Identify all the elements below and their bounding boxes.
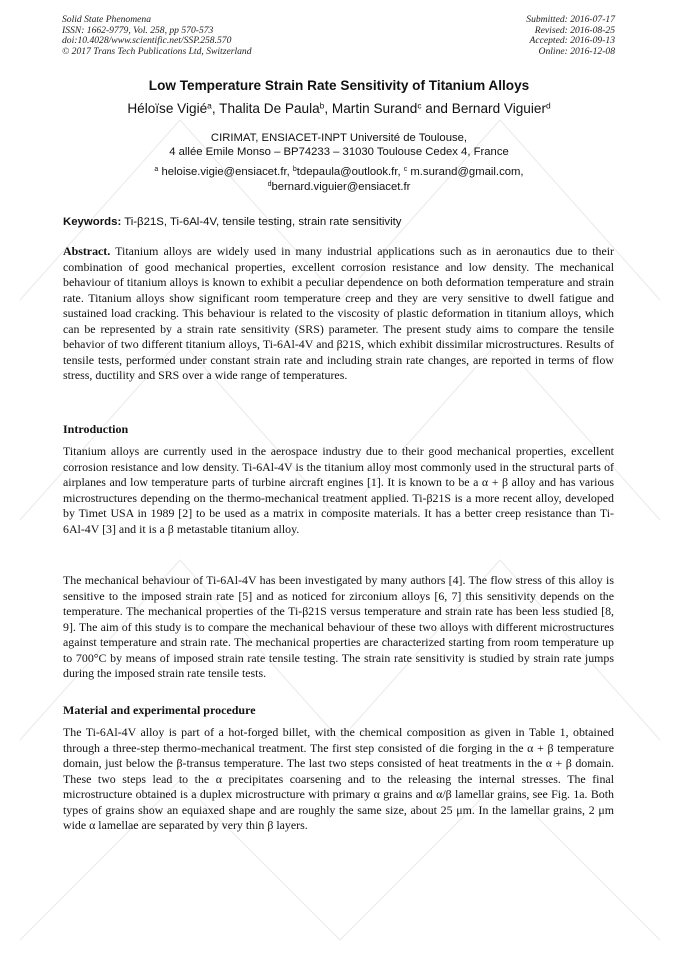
journal-info bbox=[62, 15, 252, 57]
author-name: Thalita De Paula bbox=[219, 101, 320, 116]
keywords bbox=[63, 216, 623, 228]
email-link[interactable]: heloise.vigie@ensiacet.fr, bbox=[161, 166, 290, 178]
journal-doi: doi:10.4028/www.scientific.net/SSP.258.570 bbox=[62, 35, 232, 47]
author-name: Bernard Viguier bbox=[451, 101, 546, 116]
intro-paragraph-1: Titanium alloys are currently used in the aerospace industry due to their good mechanical properties, excellent corrosion resistance and low density. Ti-6Al-4V is the titanium alloy most commonly used in the structural parts of airplanes and low temperature parts of turbine aircraft engines [1]. It is known to be a α + β alloy and has various microstructures depending on the thermo-mechanical treatment applied. Ti-β21S is a more recent alloy, developed by Timet USA in 1989 [2] to be used as a matrix in composite materials. It has a better creep resistance than Ti-6Al-4V [3] and it is a β metastable titanium alloy. bbox=[63, 444, 614, 536]
email-line bbox=[0, 165, 678, 180]
publication-dates bbox=[526, 15, 615, 57]
author-affil-mark: c bbox=[417, 100, 422, 111]
date-submitted: Submitted: 2016-07-17 bbox=[526, 14, 615, 25]
author-name: Martin Surand bbox=[331, 101, 418, 116]
email-link[interactable]: m.surand@gmail.com, bbox=[410, 166, 524, 178]
abstract-text: Titanium alloys are widely used in many industrial applications such as in aeronautics due to their combination of good mechanical properties, excellent corrosion resistance and low density. The mechanical behaviour of titanium alloys is known to exhibit a peculiar dependence on both deformation temperature and strain rate. Titanium alloys show significant room temperature creep and they are very sensitive to dwell fatigue and sustained load cracking. This behaviour is related to the viscosity of plastic deformation in titanium alloys, which can be represented by a strain rate sensitivity (SRS) parameter. The present study aims to compare the tensile behavior of two different titanium alloys, Ti-6Al-4V and β21S, which exhibit dissimilar microstructures. Results of tensile tests, performed under constant strain rate and including strain rate changes, are reported in terms of flow stress, ductility and SRS over a wide range of temperatures. bbox=[63, 244, 614, 382]
affiliation bbox=[0, 131, 678, 159]
email-mark: a bbox=[154, 166, 159, 174]
author-affil-mark: a bbox=[207, 100, 212, 111]
email-link[interactable]: tdepaula@outlook.fr, bbox=[296, 166, 401, 178]
intro-paragraph-2: The mechanical behaviour of Ti-6Al-4V has been investigated by many authors [4]. The flow stress of this alloy is sensitive to the imposed strain rate [5] and as noticed for zirconium alloys [6, 7] this sensitivity depends on the temperature. The mechanical properties of the Ti-β21S versus temperature and strain rate has been less studied [8, 9]. The aim of this study is to compare the mechanical behaviour of these two alloys with different microstructures against temperature and strain rate. The mechanical properties are characterized starting from room temperature up to 700°C by means of imposed strain rate tensile testing. The strain rate sensitivity is studied by strain rate jumps during the imposed strain rate tensile tests. bbox=[63, 573, 614, 680]
abstract bbox=[63, 244, 614, 384]
paper-title: Low Temperature Strain Rate Sensitivity of Titanium Alloys bbox=[148, 78, 530, 93]
journal-name: Solid State Phenomena bbox=[62, 14, 151, 25]
author-separator: , bbox=[211, 101, 220, 116]
affiliation-line: 4 allée Emile Monso – BP74233 – 31030 Toulouse Cedex 4, France bbox=[169, 146, 509, 158]
section-heading-methods: Material and experimental procedure bbox=[63, 703, 256, 717]
author-affil-mark: d bbox=[545, 100, 551, 111]
email-mark: d bbox=[267, 180, 272, 188]
affiliation-line: CIRIMAT, ENSIACET-INPT Université de Toulouse, bbox=[210, 132, 468, 144]
author-emails bbox=[0, 165, 678, 194]
methods-paragraph-1: The Ti-6Al-4V alloy is part of a hot-forged billet, with the chemical composition as given in Table 1, obtained through a three-step thermo-mechanical treatment. The first step consisted of die forging in the α + β temperature domain, just below the β-transus temperature. The last two steps consisted of heat treatments in the α + β domain. These two steps lead to the α precipitates coarsening and to the releasing the internal stresses. The final microstructure obtained is a duplex microstructure with primary α grains and α/β lamellar grains, see Fig. 1a. Both types of grains show an equiaxed shape and are roughly the same size, about 25 μm. In the lamellar grains, 2 μm wide α lamellae are separated by very thin β layers. bbox=[63, 725, 614, 832]
email-link[interactable]: bernard.viguier@ensiacet.fr bbox=[271, 180, 411, 193]
journal-issn: ISSN: 1662-9779, Vol. 258, pp 570-573 bbox=[62, 24, 214, 36]
keywords-label: Keywords: bbox=[63, 216, 122, 228]
author-name: Héloïse Vigié bbox=[127, 101, 208, 116]
date-accepted: Accepted: 2016-09-13 bbox=[529, 35, 615, 47]
keywords-text: Ti-β21S, Ti-6Al-4V, tensile testing, strain rate sensitivity bbox=[124, 216, 402, 228]
author-separator: , bbox=[324, 101, 332, 116]
author-list bbox=[0, 101, 678, 116]
date-online: Online: 2016-12-08 bbox=[538, 45, 615, 57]
email-mark: b bbox=[292, 166, 297, 174]
email-mark: c bbox=[403, 166, 408, 174]
author-affil-mark: b bbox=[319, 100, 325, 111]
email-line bbox=[0, 180, 678, 195]
section-heading-introduction: Introduction bbox=[63, 422, 129, 436]
author-separator: and bbox=[421, 101, 452, 116]
journal-copyright: © 2017 Trans Tech Publications Ltd, Switzerland bbox=[62, 45, 252, 57]
abstract-label: Abstract. bbox=[63, 244, 111, 258]
date-revised: Revised: 2016-08-25 bbox=[534, 24, 615, 36]
